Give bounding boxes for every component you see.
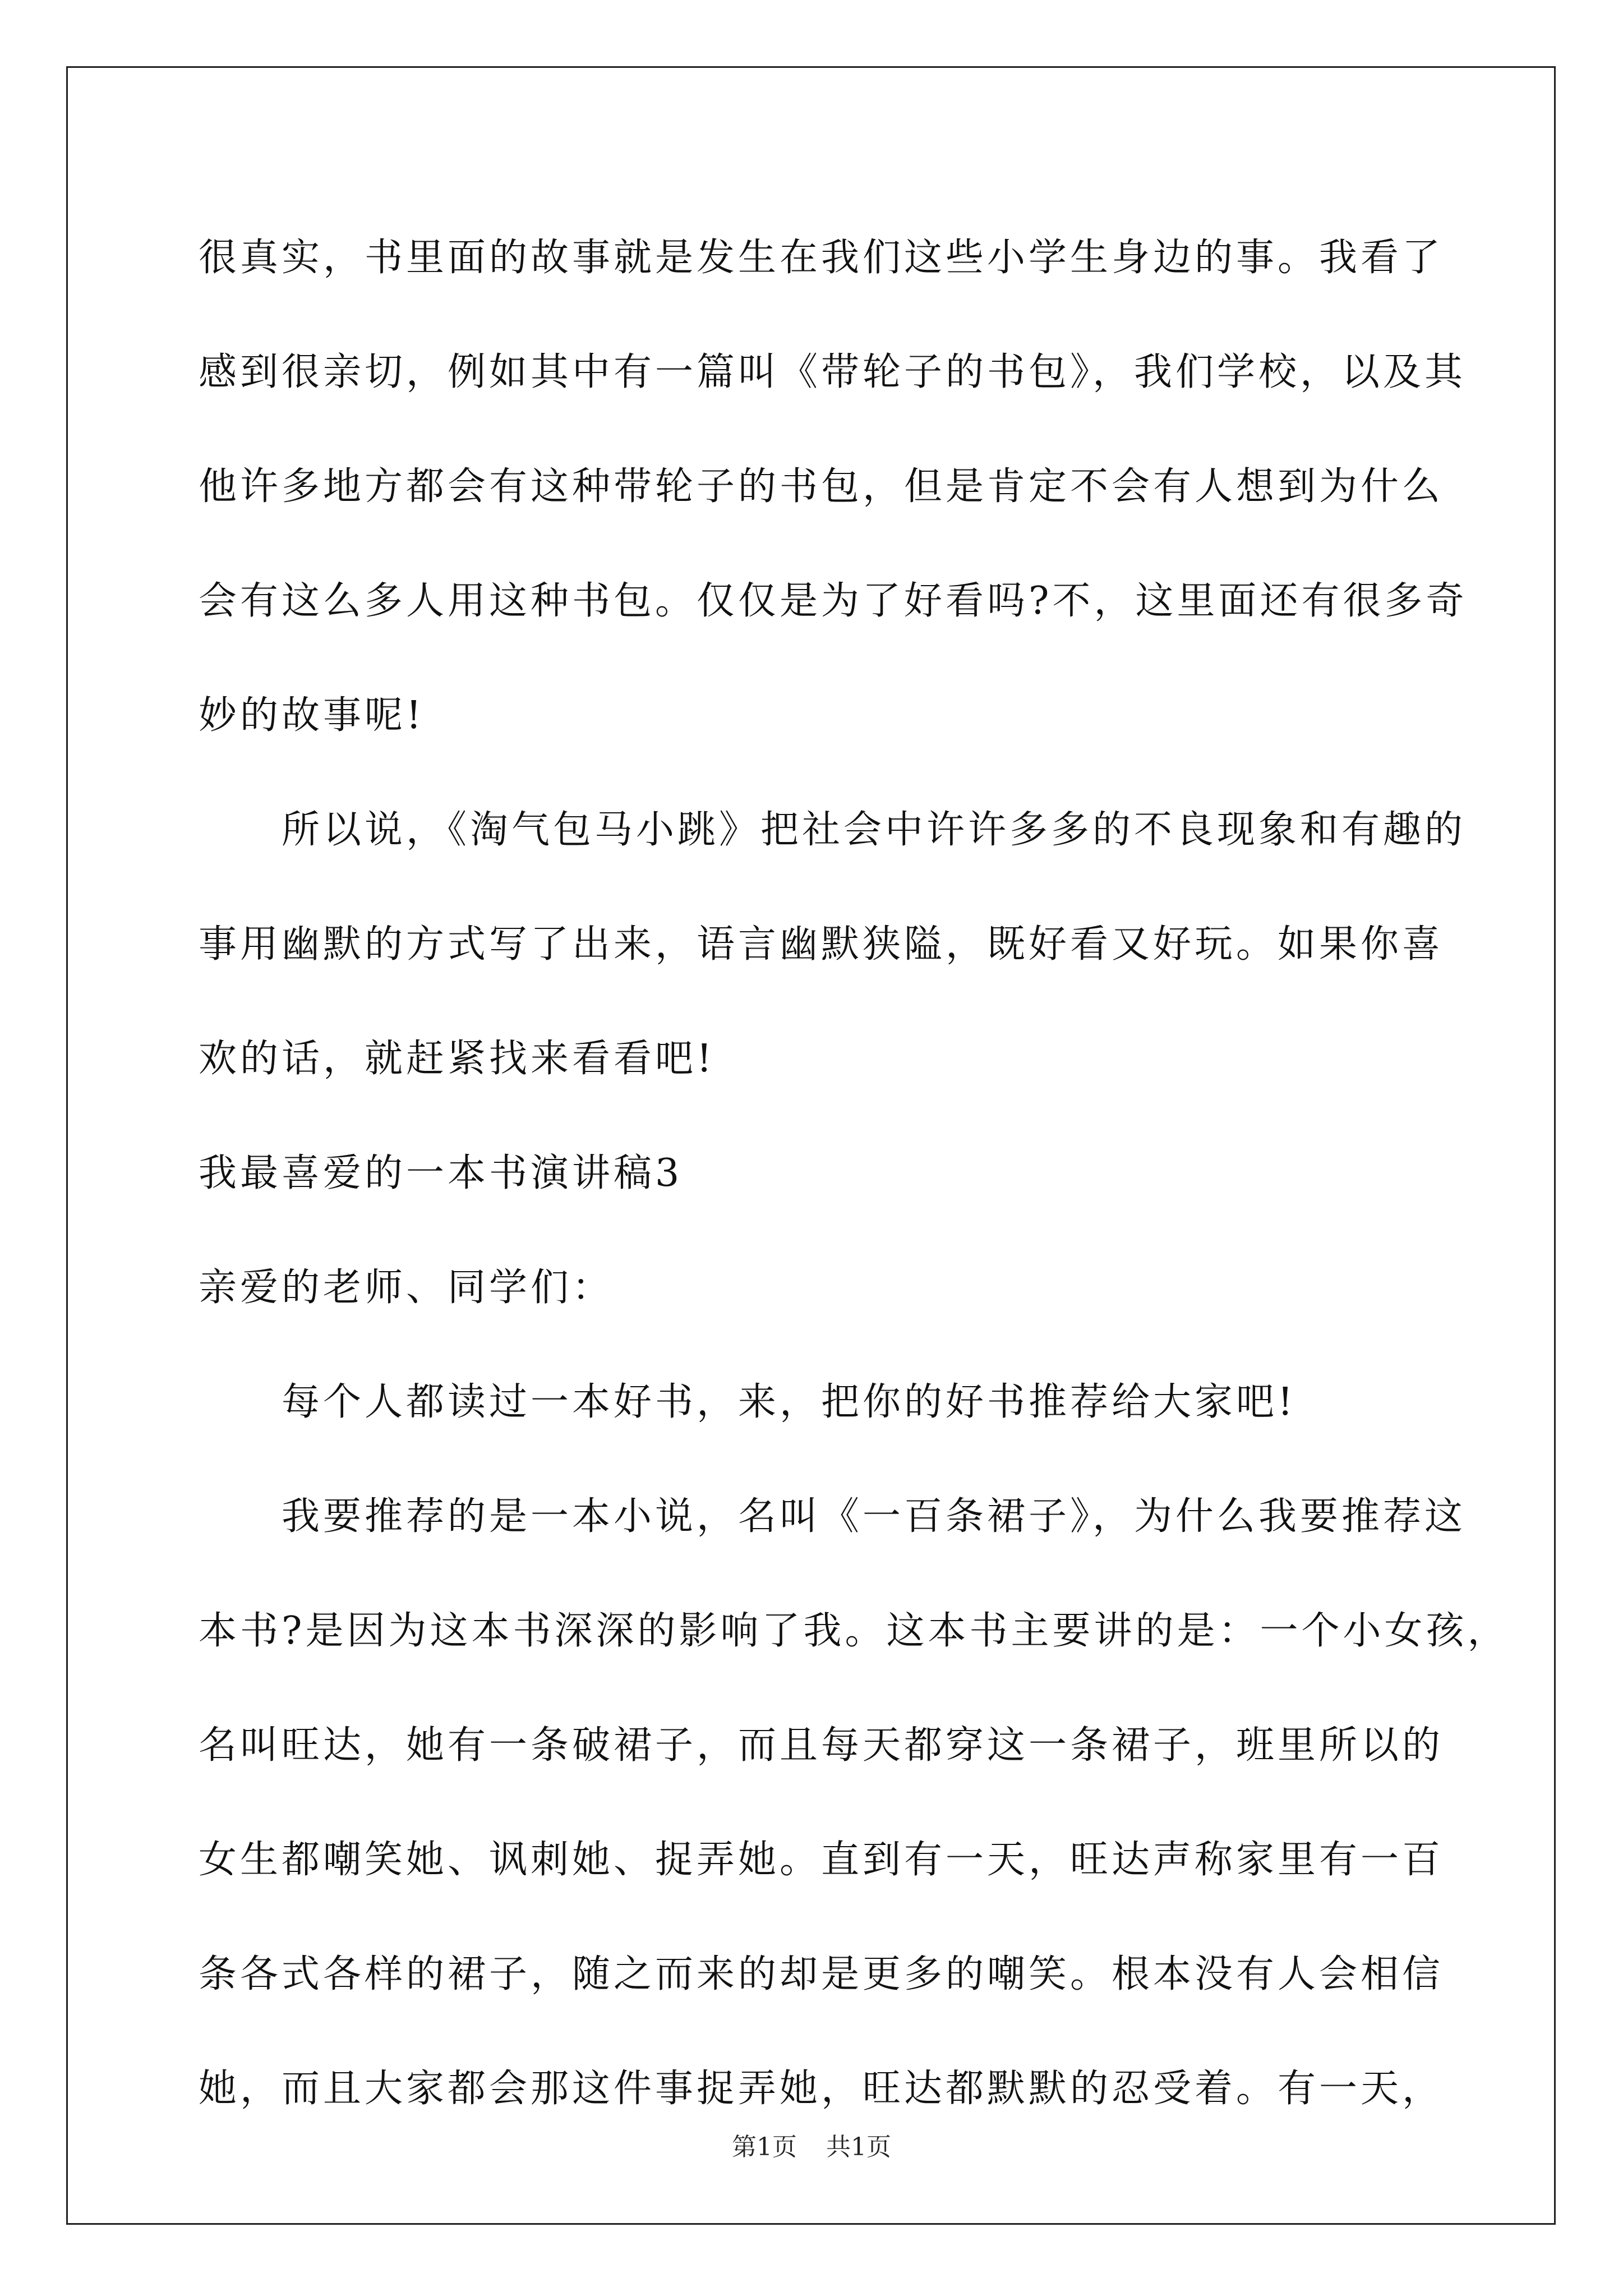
body-line: 感到很亲切，例如其中有一篇叫《带轮子的书包》，我们学校，以及其 (199, 350, 1467, 394)
body-line: 她，而且大家都会那这件事捉弄她，旺达都默默的忍受着。有一天， (199, 2067, 1444, 2111)
body-line: 条各式各样的裙子，随之而来的却是更多的嘲笑。根本没有人会相信 (199, 1952, 1444, 1996)
body-line: 女生都嘲笑她、讽刺她、捉弄她。直到有一天，旺达声称家里有一百 (199, 1838, 1444, 1882)
document-body (199, 201, 1509, 2146)
body-line: 他许多地方都会有这种带轮子的书包，但是肯定不会有人想到为什么 (199, 464, 1444, 509)
body-line: 会有这么多人用这种书包。仅仅是为了好看吗?不，这里面还有很多奇 (199, 579, 1468, 623)
body-line: 很真实，书里面的故事就是发生在我们这些小学生身边的事。我看了 (199, 236, 1444, 280)
page-total: 共1页 (826, 2133, 891, 2161)
salutation: 亲爱的老师、同学们： (199, 1266, 614, 1310)
body-line: 所以说，《淘气包马小跳》把社会中许许多多的不良现象和有趣的 (282, 808, 1467, 852)
body-line: 我要推荐的是一本小说，名叫《一百条裙子》，为什么我要推荐这 (282, 1494, 1467, 1539)
body-line: 本书?是因为这本书深深的影响了我。这本书主要讲的是：一个小女孩， (199, 1609, 1509, 1653)
section-title: 我最喜爱的一本书演讲稿3 (199, 1151, 683, 1195)
page-footer (0, 2131, 1623, 2164)
body-line: 欢的话，就赶紧找来看看吧! (199, 1037, 716, 1081)
page-number: 第1页 (732, 2133, 797, 2161)
body-line: 事用幽默的方式写了出来，语言幽默狭隘，既好看又好玩。如果你喜 (199, 922, 1444, 967)
body-line: 妙的故事呢! (199, 693, 425, 738)
body-line: 名叫旺达，她有一条破裙子，而且每天都穿这一条裙子，班里所以的 (199, 1723, 1444, 1768)
body-line: 每个人都读过一本好书，来，把你的好书推荐给大家吧! (282, 1380, 1297, 1424)
